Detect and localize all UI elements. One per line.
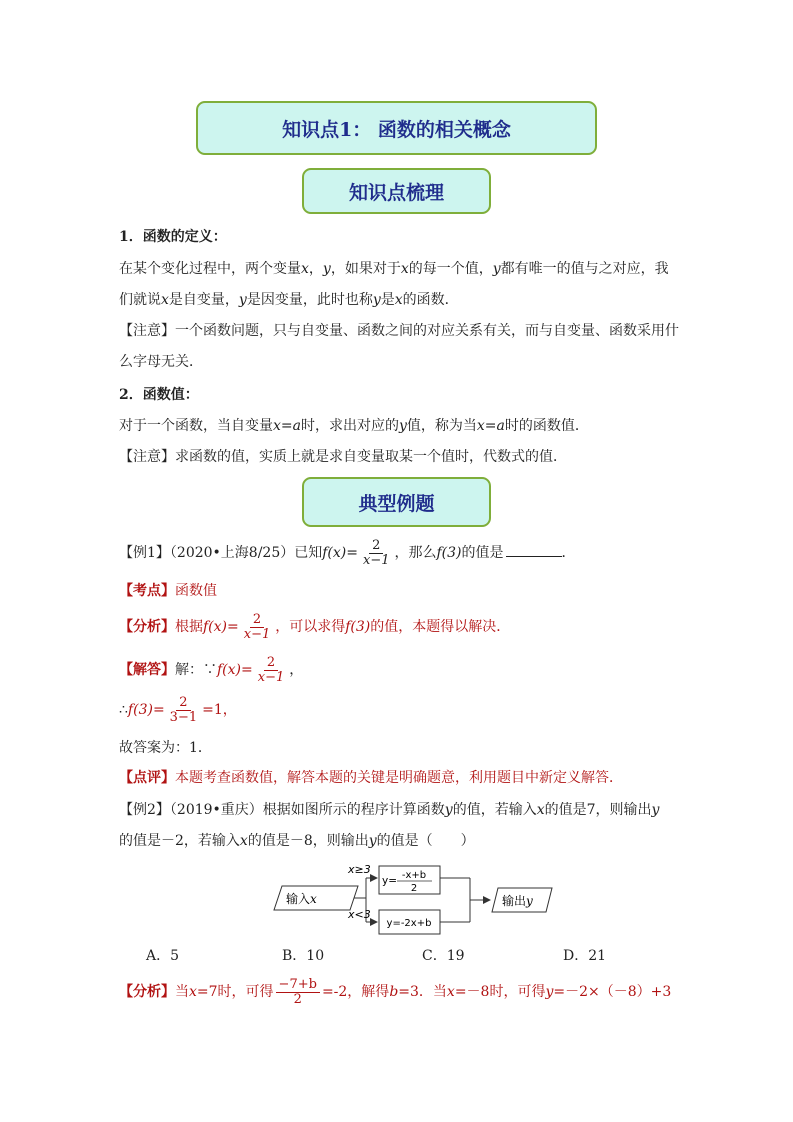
input-label: 输入x <box>286 892 317 906</box>
formula-bottom: y=-2x+b <box>386 918 432 929</box>
ex1-kaodian: 【考点】函数值 <box>119 583 217 599</box>
condition-bottom: x<3 <box>348 908 371 921</box>
answer-blank <box>506 542 562 557</box>
option-d[interactable]: D．21 <box>563 948 607 964</box>
page-title: 知识点1： 函数的相关概念 <box>282 118 511 141</box>
formula-top-prefix: y= <box>382 875 398 887</box>
ex1-answer: 故答案为：1． <box>119 740 212 756</box>
title-banner <box>196 101 597 155</box>
ex2-question-line-2: 的值是－2，若输入x的值是－8，则输出y的值是（ ） <box>119 833 475 849</box>
condition-top: x≥3 <box>348 863 371 876</box>
section-banner-examples <box>302 477 491 527</box>
option-c[interactable]: C．19 <box>422 948 465 964</box>
def-heading: 1．函数的定义： <box>119 229 227 245</box>
ex1-comment: 【点评】本题考查函数值，解答本题的关键是明确题意，利用题目中新定义解答． <box>119 770 623 786</box>
ex1-therefore: ∴f(3)= $\frac{2}{3-1}$ =1， <box>119 694 237 725</box>
output-label: 输出y <box>502 894 533 908</box>
program-flowchart <box>270 858 560 940</box>
def-note-1: 【注意】一个函数问题，只与自变量、函数之间的对应关系有关，而与自变量、函数采用什 <box>119 323 679 339</box>
val-line-1: 对于一个函数，当自变量x=a时，求出对应的y值，称为当x=a时的函数值． <box>119 418 589 434</box>
ex1-solution: 【解答】解：∵f(x)= $\frac{2}{x-1}$ ， <box>119 654 304 685</box>
ex2-question-line-1: 【例2】（2019•重庆）根据如图所示的程序计算函数y的值，若输入x的值是7，则输出y <box>119 802 660 818</box>
ex2-analysis: 【分析】当x=7时，可得 $\frac{-7+b}{2}$ =-2，解得b=3．当x=－8时，可得y=－2×（－8）+3 <box>119 976 672 1007</box>
def-note-2: 么字母无关． <box>119 354 203 370</box>
section-title: 知识点梳理 <box>348 181 444 204</box>
def-line-2: 们就说x是自变量，y是因变量，此时也称y是x的函数． <box>119 292 459 308</box>
ex1-analysis: 【分析】根据f(x)= $\frac{2}{x-1}$ ，可以求得f(3)的值，本题得以解决． <box>119 611 511 642</box>
section-banner-summary <box>302 168 491 214</box>
val-note: 【注意】求函数的值，实质上就是求自变量取某一个值时，代数式的值． <box>119 449 567 465</box>
val-heading: 2．函数值： <box>119 387 199 403</box>
option-b[interactable]: B．10 <box>282 948 325 964</box>
option-a[interactable]: A．5 <box>146 948 180 964</box>
formula-top-numerator: -x+b <box>401 870 427 881</box>
ex1-question: 【例1】（2020•上海8/25）已知f(x)= $\frac{2}{x-1}$ ，那么f(3)的值是 ． <box>119 537 576 568</box>
section-title: 典型例题 <box>358 492 435 515</box>
def-line-1: 在某个变化过程中，两个变量x，y，如果对于x的每一个值，y都有唯一的值与之对应，我 <box>119 261 669 277</box>
formula-top-denominator: 2 <box>410 883 418 894</box>
